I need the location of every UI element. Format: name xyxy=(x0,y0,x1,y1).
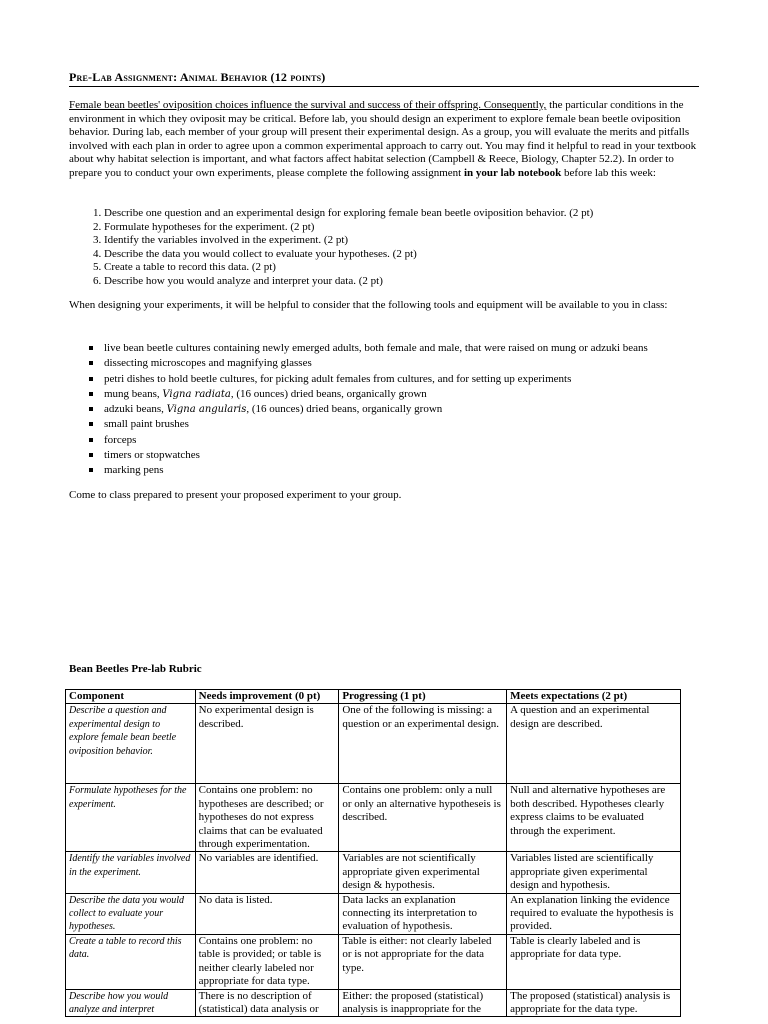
mung-post: , (16 ounces) dried beans, organically grown xyxy=(230,387,427,400)
component-cell: Describe the data you would collect to evaluate your hypotheses. xyxy=(66,893,196,934)
equipment-intro: When designing your experiments, it will be helpful to consider that the following tools and equipment will be available to you in class: xyxy=(69,299,668,311)
component-cell: Create a table to record this data. xyxy=(66,934,196,989)
step-item: 3. Identify the variables involved in the experiment. (2 pt) xyxy=(104,234,593,248)
step-item: 1. Describe one question and an experimental design for exploring female bean beetle oviposition behavior. (2 pt) xyxy=(104,207,593,221)
table-header-row xyxy=(66,690,681,704)
needs-improvement-cell: No data is listed. xyxy=(195,893,339,934)
header-meets-expectations: Meets expectations (2 pt) xyxy=(507,690,681,704)
equipment-item: petri dishes to hold beetle cultures, for picking adult females from cultures, and for setting up experiments xyxy=(104,372,648,387)
intro-underlined: Female bean beetles' oviposition choices influence the survival and success of their offspring. Consequently, xyxy=(69,99,547,111)
progressing-cell: One of the following is missing: a question or an experimental design. xyxy=(339,704,507,784)
step-item: 4. Describe the data you would collect to evaluate your hypotheses. (2 pt) xyxy=(104,248,593,262)
header-progressing: Progressing (1 pt) xyxy=(339,690,507,704)
equipment-item: small paint brushes xyxy=(104,417,648,432)
header-component: Component xyxy=(66,690,196,704)
component-cell: Describe a question and experimental design to explore female bean beetle oviposition behavior. xyxy=(66,704,196,784)
table-row xyxy=(66,893,681,934)
intro-end: before lab this week: xyxy=(561,166,656,179)
needs-improvement-cell: Contains one problem: no table is provided; or table is neither clearly labeled nor appropriate for data type. xyxy=(195,934,339,989)
progressing-cell: Table is either: not clearly labeled or is not appropriate for the data type. xyxy=(339,934,507,989)
step-item: 2. Formulate hypotheses for the experiment. (2 pt) xyxy=(104,221,593,235)
table-row xyxy=(66,704,681,784)
needs-improvement-cell: No experimental design is described. xyxy=(195,704,339,784)
rubric-table xyxy=(65,689,681,1017)
step-item: 6. Describe how you would analyze and interpret your data. (2 pt) xyxy=(104,275,593,289)
mung-scientific-name: Vigna radiata xyxy=(162,388,231,400)
progressing-cell: Variables are not scientifically appropriate given experimental design & hypothesis. xyxy=(339,852,507,893)
meets-expectations-cell: Table is clearly labeled and is appropriate for data type. xyxy=(507,934,681,989)
progressing-cell: Contains one problem: only a null or only an alternative hypotheseis is described. xyxy=(339,784,507,852)
table-row xyxy=(66,852,681,893)
meets-expectations-cell: Variables listed are scientifically appropriate given experimental design and hypothesis. xyxy=(507,852,681,893)
header-needs-improvement: Needs improvement (0 pt) xyxy=(195,690,339,704)
adzuki-pre: adzuki beans, xyxy=(104,403,167,416)
component-cell: Identify the variables involved in the experiment. xyxy=(66,852,196,893)
table-row xyxy=(66,989,681,1017)
assignment-steps xyxy=(69,207,593,289)
intro-text: the particular conditions in the environment in which they oviposit may be critical. Before lab, you should design an experiment to explore female bean beetle oviposition behavior. During lab, each member of your group will present their experimental design. As a group, you will evaluate the merits and pitfalls involved with each plan in order to agree upon a common experimental approach to carry out. You may find it helpful to read in your textbook about why habitat selection is important, and what factors affect habitat selection (Campbell & Reece, Biology, Chapter 52.2). In order to prepare you to conduct your own experiments, please complete the following assignment xyxy=(69,99,697,179)
needs-improvement-cell: There is no description of (statistical) data analysis or xyxy=(195,989,339,1017)
meets-expectations-cell: A question and an experimental design are described. xyxy=(507,704,681,784)
table-row xyxy=(66,784,681,852)
equipment-item: timers or stopwatches xyxy=(104,448,648,463)
meets-expectations-cell: An explanation linking the evidence required to evaluate the hypothesis is provided. xyxy=(507,893,681,934)
equipment-item: live bean beetle cultures containing newly emerged adults, both female and male, that were raised on mung or adzuki beans xyxy=(104,341,648,356)
equipment-list xyxy=(69,341,648,479)
rubric-title: Bean Beetles Pre-lab Rubric xyxy=(69,663,202,675)
equipment-item xyxy=(104,387,648,402)
component-cell: Describe how you would analyze and interpret xyxy=(66,989,196,1017)
equipment-item: forceps xyxy=(104,433,648,448)
adzuki-post: , (16 ounces) dried beans, organically grown xyxy=(246,403,443,416)
progressing-cell: Data lacks an explanation connecting its interpretation to evaluation of hypothesis. xyxy=(339,893,507,934)
meets-expectations-cell: Null and alternative hypotheses are both described. Hypotheses clearly express claims to be evaluated through the experiment. xyxy=(507,784,681,852)
needs-improvement-cell: No variables are identified. xyxy=(195,852,339,893)
intro-paragraph xyxy=(69,99,697,181)
closing-text: Come to class prepared to present your proposed experiment to your group. xyxy=(69,489,402,501)
component-cell: Formulate hypotheses for the experiment. xyxy=(66,784,196,852)
progressing-cell: Either: the proposed (statistical) analysis is inappropriate for the xyxy=(339,989,507,1017)
adzuki-scientific-name: Vigna angularis xyxy=(166,404,247,416)
equipment-item: marking pens xyxy=(104,463,648,478)
equipment-item: dissecting microscopes and magnifying glasses xyxy=(104,356,648,371)
table-row xyxy=(66,934,681,989)
meets-expectations-cell: The proposed (statistical) analysis is appropriate for the data type. xyxy=(507,989,681,1017)
equipment-item xyxy=(104,402,648,417)
intro-bold: in your lab notebook xyxy=(463,166,562,179)
mung-pre: mung beans, xyxy=(104,387,163,400)
needs-improvement-cell: Contains one problem: no hypotheses are described; or hypotheses do not express claims that can be evaluated through experimentation. xyxy=(195,784,339,852)
page-title: Pre-Lab Assignment: Animal Behavior (12 points) xyxy=(69,70,699,87)
step-item: 5. Create a table to record this data. (2 pt) xyxy=(104,261,593,275)
